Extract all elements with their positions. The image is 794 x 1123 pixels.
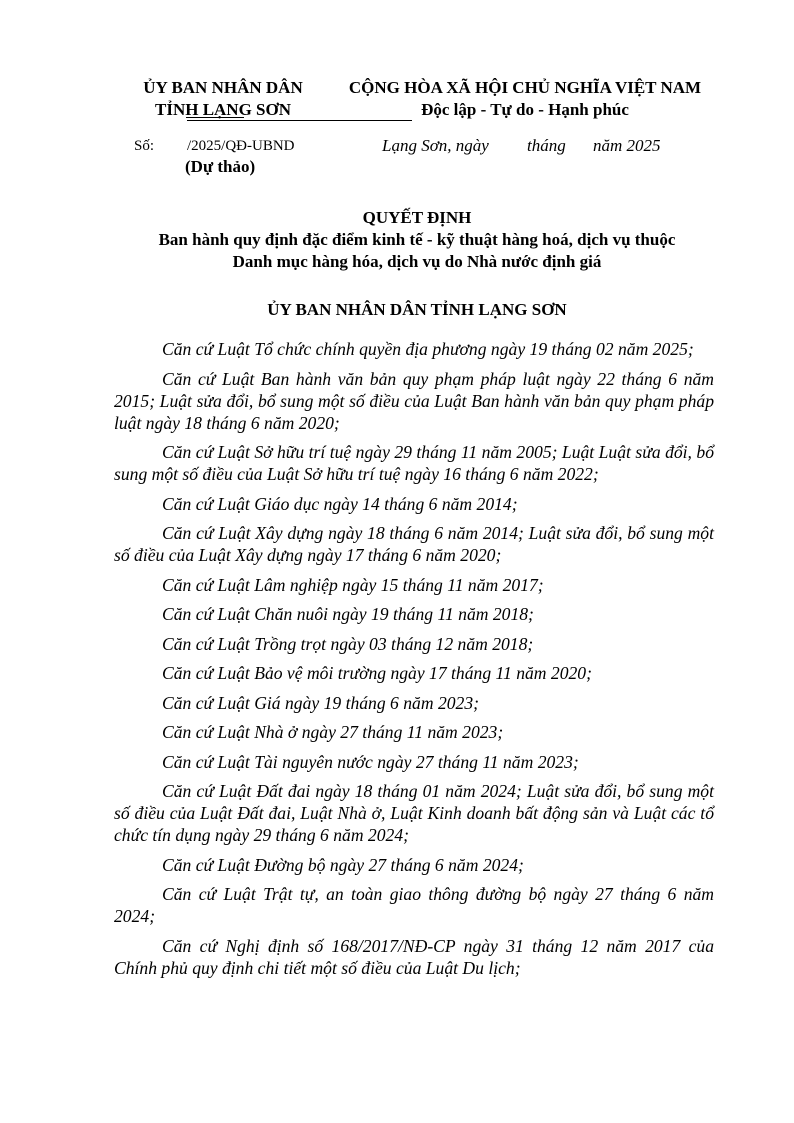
legal-basis-item: Căn cứ Luật Đường bộ ngày 27 tháng 6 năm 2024; xyxy=(162,854,524,875)
legal-basis-item: Căn cứ Luật Bảo vệ môi trường ngày 17 tháng 11 năm 2020; xyxy=(162,663,592,683)
nation-name: CỘNG HÒA XÃ HỘI CHỦ NGHĨA VIỆT NAM xyxy=(348,78,702,97)
decision-subject-line1: Ban hành quy định đặc điểm kinh tế - kỹ thuật hàng hoá, dịch vụ thuộc xyxy=(158,230,676,249)
legal-basis-item: Căn cứ Luật Nhà ở ngày 27 tháng 11 năm 2023; xyxy=(162,722,504,742)
org-header xyxy=(123,77,323,121)
issuer-heading: ỦY BAN NHÂN DÂN TỈNH LẠNG SƠN xyxy=(267,300,567,319)
doc-number: /2025/QĐ-UBND xyxy=(187,138,295,154)
org-name: ỦY BAN NHÂN DÂN xyxy=(143,78,303,97)
legal-basis-item: Căn cứ Luật Chăn nuôi ngày 19 tháng 11 năm 2018; xyxy=(162,604,534,624)
legal-basis-item: Căn cứ Luật Ban hành văn bản quy phạm pháp luật ngày 22 tháng 6 năm 2015; Luật sửa đổi, bổ sung một số điều của Luật Ban hành văn bản quy phạm pháp luật ngày 18 tháng 6 năm 2020; xyxy=(114,368,714,433)
nation-motto: Độc lập - Tự do - Hạnh phúc xyxy=(421,100,629,119)
legal-basis-item: Căn cứ Luật Đất đai ngày 18 tháng 01 năm 2024; Luật sửa đổi, bổ sung một số điều của Luật Đất đai, Luật Nhà ở, Luật Kinh doanh bất động sản và Luật các tổ chức tín dụng ngày 29 tháng 6 năm 2024; xyxy=(114,781,714,845)
decision-title xyxy=(60,207,774,273)
legal-basis-item: Căn cứ Luật Sở hữu trí tuệ ngày 29 tháng 11 năm 2005; Luật Luật sửa đổi, bổ sung một số điều của Luật Sở hữu trí tuệ ngày 16 tháng 6 năm 2022; xyxy=(114,442,714,484)
legal-bases xyxy=(114,338,714,986)
place-date-year: năm 2025 xyxy=(593,136,661,155)
decision-heading: QUYẾT ĐỊNH xyxy=(362,208,472,227)
nation-header xyxy=(334,77,716,121)
legal-basis-item: Căn cứ Nghị định số 168/2017/NĐ-CP ngày 31 tháng 12 năm 2017 của Chính phủ quy định chi tiết một số điều của Luật Du lịch; xyxy=(114,935,714,978)
place-date-place: Lạng Sơn, ngày xyxy=(382,136,489,155)
draft-label: (Dự thảo) xyxy=(185,157,256,176)
doc-number-label: Số: xyxy=(134,138,155,154)
motto-underline xyxy=(187,120,412,121)
legal-basis-item: Căn cứ Luật Trồng trọt ngày 03 tháng 12 năm 2018; xyxy=(162,633,534,654)
legal-basis-item: Căn cứ Luật Tài nguyên nước ngày 27 tháng 11 năm 2023; xyxy=(162,751,579,772)
decision-subject-line2: Danh mục hàng hóa, dịch vụ do Nhà nước định giá xyxy=(232,252,602,271)
province-name: TỈNH LẠNG SƠN xyxy=(154,100,292,119)
legal-basis-item: Căn cứ Luật Trật tự, an toàn giao thông đường bộ ngày 27 tháng 6 năm 2024; xyxy=(114,884,714,926)
legal-basis-item: Căn cứ Luật Xây dựng ngày 18 tháng 6 năm 2014; Luật sửa đổi, bổ sung một số điều của Luật Xây dựng ngày 17 tháng 6 năm 2020; xyxy=(114,523,714,565)
legal-basis-item: Căn cứ Luật Tổ chức chính quyền địa phương ngày 19 tháng 02 năm 2025; xyxy=(162,339,694,359)
legal-basis-item: Căn cứ Luật Lâm nghiệp ngày 15 tháng 11 năm 2017; xyxy=(162,574,544,595)
org-underline xyxy=(186,117,244,118)
legal-basis-item: Căn cứ Luật Giáo dục ngày 14 tháng 6 năm 2014; xyxy=(162,493,518,514)
place-date-month: tháng xyxy=(527,136,566,155)
legal-basis-item: Căn cứ Luật Giá ngày 19 tháng 6 năm 2023; xyxy=(162,692,479,713)
